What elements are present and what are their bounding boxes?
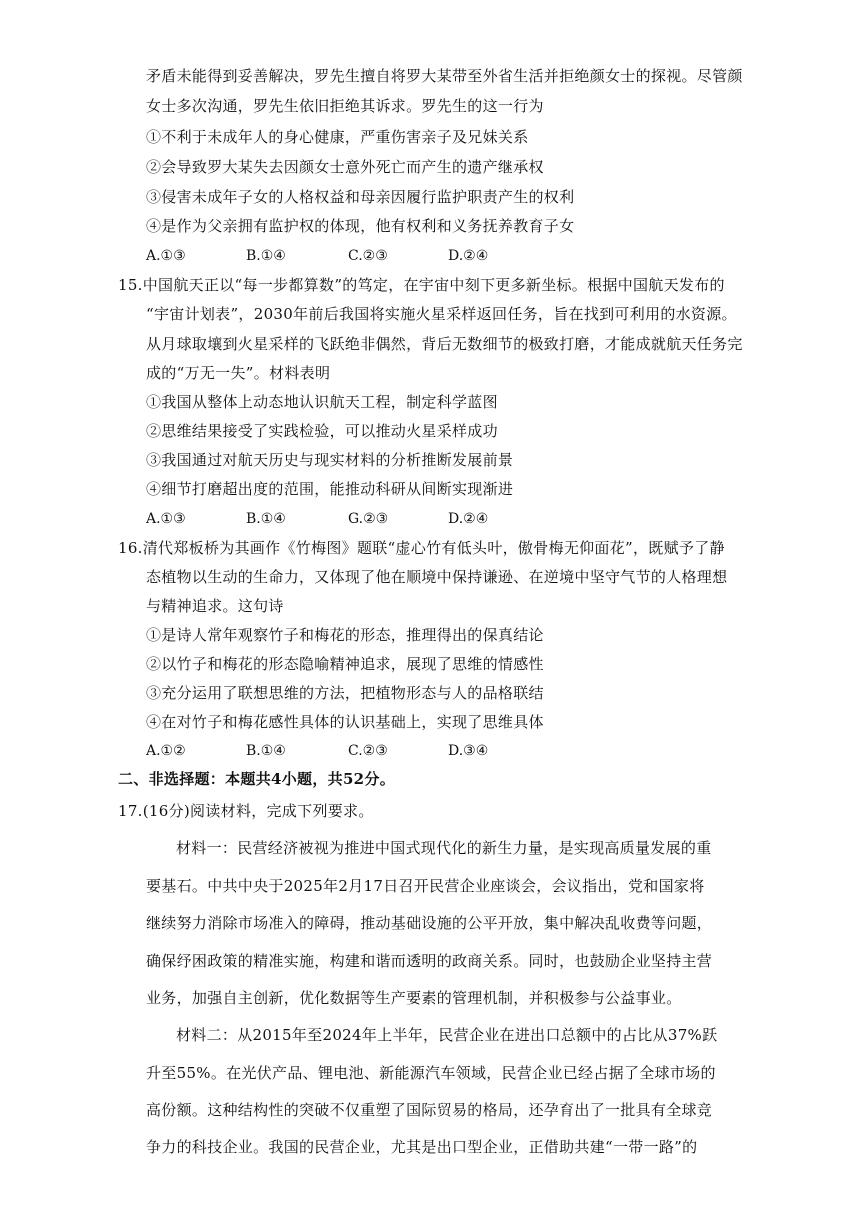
q16-statement-4: ④在对竹子和梅花感性具体的认识基础上，实现了思维具体	[146, 713, 544, 731]
q14-statement-3: ③侵害未成年子女的人格权益和母亲因履行监护职责产生的权利	[146, 188, 575, 206]
q16-option-b: B.①④	[246, 743, 286, 759]
q15-statement-1: ①我国从整体上动态地认识航天工程，制定科学蓝图	[146, 393, 498, 411]
q17-intro: 17.(16分)阅读材料，完成下列要求。	[118, 802, 374, 820]
q16-option-c: C.②③	[348, 743, 388, 759]
q15-option-a: A.①③	[146, 511, 186, 527]
q15-statement-3: ③我国通过对航天历史与现实材料的分析推断发展前景	[146, 451, 514, 469]
q14-option-c: C.②③	[348, 248, 388, 264]
q15-option-b: B.①④	[246, 511, 286, 527]
q17-material-2-line-2: 升至55%。在光伏产品、锂电池、新能源汽车领域，民营企业已经占据了全球市场的	[146, 1064, 716, 1082]
q16-option-a: A.①②	[146, 743, 186, 759]
q17-material-1-line-1: 材料一：民营经济被视为推进中国式现代化的新生力量，是实现高质量发展的重	[176, 839, 712, 857]
q16-stem-line-3: 与精神追求。这句诗	[146, 597, 284, 615]
q14-stem-line-1: 矛盾未能得到妥善解决，罗先生擅自将罗大某带至外省生活并拒绝颜女士的探视。尽管颜	[146, 67, 743, 85]
q17-material-1-line-2: 要基石。中共中央于2025年2月17日召开民营企业座谈会，会议指出，党和国家将	[146, 877, 705, 895]
q15-stem-line-2: “宇宙计划表”，2030年前后我国将实施火星采样返回任务，旨在找到可利用的水资源。	[146, 305, 737, 323]
q16-option-d: D.③④	[448, 743, 489, 759]
q14-statement-4: ④是作为父亲拥有监护权的体现，他有权利和义务抚养教育子女	[146, 217, 575, 235]
q14-option-a: A.①③	[146, 248, 186, 264]
q15-option-d: D.②④	[448, 511, 489, 527]
q17-material-2-line-4: 争力的科技企业。我国的民营企业，尤其是出口型企业，正借助共建“一带一路”的	[146, 1138, 698, 1156]
q16-statement-2: ②以竹子和梅花的形态隐喻精神追求，展现了思维的情感性	[146, 655, 544, 673]
q16-stem-line-1: 16.清代郑板桥为其画作《竹梅图》题联“虚心竹有低头叶，傲骨梅无仰面花”，既赋予了静	[118, 539, 725, 557]
q14-option-b: B.①④	[246, 248, 286, 264]
q14-stem-line-2: 女士多次沟通，罗先生依旧拒绝其诉求。罗先生的这一行为	[146, 97, 544, 115]
q15-statement-2: ②思维结果接受了实践检验，可以推动火星采样成功	[146, 422, 498, 440]
q15-stem-line-4: 成的“万无一失”。材料表明	[146, 364, 331, 382]
q16-stem-line-2: 态植物以生动的生命力，又体现了他在顺境中保持谦逊、在逆境中坚守气节的人格理想	[146, 568, 728, 586]
q17-material-1-line-5: 业务，加强自主创新，优化数据等生产要素的管理机制，并积极参与公益事业。	[146, 989, 682, 1007]
q15-statement-4: ④细节打磨超出度的范围，能推动科研从间断实现渐进	[146, 480, 514, 498]
q17-material-2-line-1: 材料二：从2015年至2024年上半年，民营企业在进出口总额中的占比从37%跃	[176, 1026, 718, 1044]
q16-statement-1: ①是诗人常年观察竹子和梅花的形态，推理得出的保真结论	[146, 626, 544, 644]
q17-material-1-line-3: 继续努力消除市场准入的障碍，推动基础设施的公平开放，集中解决乱收费等问题，	[146, 914, 713, 932]
q17-material-2-line-3: 高份额。这种结构性的突破不仅重塑了国际贸易的格局，还孕育出了一批具有全球竞	[146, 1101, 713, 1119]
q14-statement-2: ②会导致罗大某失去因颜女士意外死亡而产生的遗产继承权	[146, 158, 544, 176]
q17-material-1-line-4: 确保纾困政策的精准实施，构建和谐而透明的政商关系。同时，也鼓励企业坚持主营	[146, 952, 713, 970]
q14-option-d: D.②④	[448, 248, 489, 264]
q16-statement-3: ③充分运用了联想思维的方法，把植物形态与人的品格联结	[146, 684, 544, 702]
q15-stem-line-3: 从月球取壤到火星采样的飞跃绝非偶然，背后无数细节的极致打磨，才能成就航天任务完	[146, 335, 743, 353]
section-2-heading: 二、非选择题：本题共4小题，共52分。	[118, 770, 396, 788]
q15-option-c: G.②③	[348, 511, 389, 527]
q14-statement-1: ①不利于未成年人的身心健康，严重伤害亲子及兄妹关系	[146, 128, 529, 146]
q15-stem-line-1: 15.中国航天正以“每一步都算数”的笃定，在宇宙中刻下更多新坐标。根据中国航天发布的	[118, 276, 725, 294]
